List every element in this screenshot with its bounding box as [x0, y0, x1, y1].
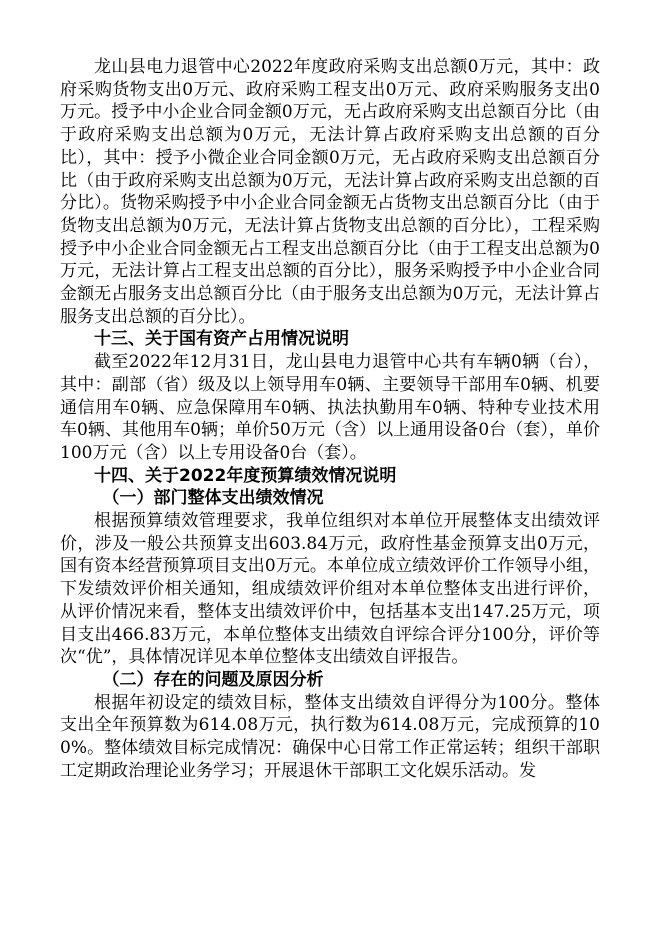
paragraph-problems: 根据年初设定的绩效目标，整体支出绩效自评得分为100分。整体支出全年预算数为614.08万元，执行数为614.08万元，完成预算的100%。整体绩效目标完成情况：确保中心日常工作正常运转；组织干部职工定期政治理论业务学习；开展退休干部职工文化娱乐活动。发 [60, 692, 600, 781]
paragraph-procurement: 龙山县电力退管中心2022年度政府采购支出总额0万元，其中：政府采购货物支出0万元、政府采购工程支出0万元、政府采购服务支出0万元。授予中小企业合同金额0万元，无占政府采购支出总额百分比（由于政府采购支出总额为0万元，无法计算占政府采购支出总额的百分比），其中：授予小微企业合同金额0万元，无占政府采购支出总额百分比（由于政府采购支出总额为0万元，无法计算占政府采购支出总额的百分比）。货物采购授予中小企业合同金额无占货物支出总额百分比（由于货物支出总额为0万元，无法计算占货物支出总额的百分比），工程采购授予中小企业合同金额无占工程支出总额百分比（由于工程支出总额为0万元，无法计算占工程支出总额的百分比），服务采购授予中小企业合同金额无占服务支出总额百分比（由于服务支出总额为0万元，无法计算占服务支出总额的百分比）。 [60, 57, 600, 327]
heading-section-13: 十三、关于国有资产占用情况说明 [94, 329, 349, 350]
paragraph-assets: 截至2022年12月31日，龙山县电力退管中心共有车辆0辆（台），其中：副部（省）级及以上领导用车0辆、主要领导干部用车0辆、机要通信用车0辆、应急保障用车0辆、执法执勤用车0辆、特种专业技术用车0辆、其他用车0辆；单价50万元（含）以上通用设备0台（套），单价100万元（含）以上专用设备0台（套）。 [60, 352, 600, 463]
paragraph-performance: 根据预算绩效管理要求，我单位组织对本单位开展整体支出绩效评价，涉及一般公共预算支出603.84万元，政府性基金预算支出0万元，国有资本经营预算项目支出0万元。本单位成立绩效评价工作领导小组，下发绩效评价相关通知，组成绩效评价组对本单位整体支出进行评价，从评价情况来看，整体支出绩效评价中，包括基本支出147.25万元，项目支出466.83万元，本单位整体支出绩效自评综合评分100分，评价等次“优”，具体情况详见本单位整体支出绩效自评报告。 [60, 511, 600, 668]
subheading-overall-performance: （一）部门整体支出绩效情况 [102, 488, 324, 509]
heading-section-14: 十四、关于2022年度预算绩效情况说明 [94, 465, 397, 486]
subheading-problems: （二）存在的问题及原因分析 [102, 669, 324, 690]
document-page [60, 56, 600, 783]
